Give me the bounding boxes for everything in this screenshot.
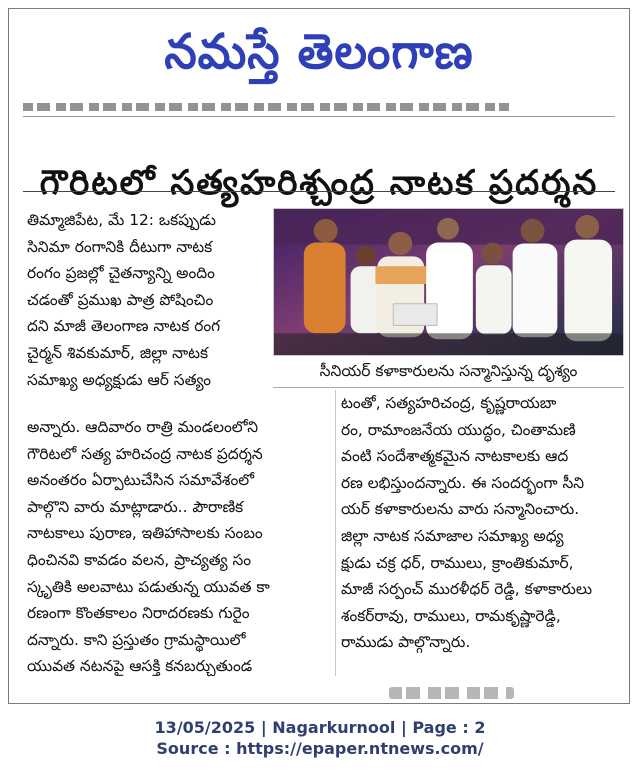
article-line: యర్ కళాకారులను వారు సన్మానించారు. <box>341 500 580 519</box>
article-left-bottom-column <box>27 414 332 680</box>
article-line: రం, రామాంజనేయ యుద్ధం, చింతామణి <box>341 420 576 439</box>
article-line: తిమ్మాజిపేట, మే 12: ఒకప్పుడు <box>27 211 216 229</box>
article-left-top-column <box>27 207 265 393</box>
stage-floor <box>274 333 623 355</box>
article-line: రణ లభిస్తుందన్నారు. ఈ సందర్భంగా సీని <box>341 473 585 492</box>
caption-divider <box>273 387 624 388</box>
article-line: ధించినవి కావడం వలన, ప్రాచ్యత్య సం <box>27 550 252 569</box>
masthead-title: నమస్తే తెలంగాణ <box>164 22 474 80</box>
article-line: నాటకాలు పురాణ, ఇతిహాసాలకు సంబం <box>27 524 263 543</box>
article-line: వంటి సందేశాత్మకమైన నాటకాలకు ఆద <box>341 447 569 466</box>
article-line: సినిమా రంగానికి దీటుగా నాటక <box>27 237 213 256</box>
newspaper-clipping <box>8 8 630 704</box>
article-line: క్షుడు చక్ర ధర్, రాములు, క్రాంతికుమార్, <box>341 553 574 572</box>
article-line: రాముడు పాల్గొన్నారు. <box>341 633 471 652</box>
article-line: స్కృతికి అలవాటు పడుతున్న యువత కా <box>27 577 270 596</box>
article-line: అనంతరం ఏర్పాటుచేసిన సమావేశంలో <box>27 471 255 490</box>
headline-divider <box>23 191 615 192</box>
source-link: Source : https://epaper.ntnews.com/ <box>156 739 484 758</box>
article-headline: గౌరిటలో సత్యహరిశ్చంద్ర నాటక ప్రదర్శన <box>39 162 599 203</box>
cut-text-strip <box>23 103 509 111</box>
article-line: చైర్మన్ శివకుమార్, జిల్లా నాటక <box>27 343 209 362</box>
award-ceremony-photo-svg <box>274 209 623 355</box>
article-line: రంగం ప్రజల్లో చైతన్యాన్ని అందిం <box>27 264 215 283</box>
article-right-bottom-column <box>341 390 626 656</box>
column-divider <box>335 390 336 676</box>
article-line: యువత నటనపై ఆసక్తి కనబర్చుతుండ <box>27 657 253 676</box>
article-line: రణంగా కొంతకాలం నిరాదరణకు గురైం <box>27 604 250 623</box>
article-line: చడంతో ప్రముఖ పాత్ర పోషించిం <box>27 290 214 309</box>
article-line: పాల్గొని వారు మాట్లాడారు.. పౌరాణిక <box>27 497 244 516</box>
article-line: గౌరిటలో సత్య హరిచంద్ర నాటక ప్రదర్శన <box>27 444 263 463</box>
article-line: అన్నారు. ఆదివారం రాత్రి మండలంలోని <box>27 418 259 436</box>
article-line: సమాఖ్య అధ్యక్షుడు ఆర్ సత్యం <box>27 370 212 389</box>
bottom-cut-text-strip <box>389 687 514 699</box>
article-line: మాజీ సర్పంచ్ మురళీధర్ రెడ్డి, కళాకారులు <box>341 580 593 599</box>
article-line: జిల్లా నాటక సమాజాల సమాఖ్య అధ్య <box>341 526 564 545</box>
article-line: దని మాజీ తెలంగాణ నాటక రంగ <box>27 317 221 336</box>
award-ceremony-photo <box>273 208 624 356</box>
article-line: దన్నారు. కాని ప్రస్తుతం గ్రామస్థాయిలో <box>27 630 246 649</box>
top-divider <box>23 116 615 117</box>
citation-plaque <box>393 304 437 326</box>
article-line: టంతో, సత్యహరిచంద్ర, కృష్ణరాయబా <box>341 394 557 412</box>
edition-info: 13/05/2025 | Nagarkurnool | Page : 2 <box>154 718 486 737</box>
article-line: శంకర్‌రావు, రాములు, రామకృష్ణారెడ్డి, <box>341 606 561 625</box>
photo-caption: సీనియర్ కళాకారులను సన్మానిస్తున్న దృశ్యం <box>273 358 624 384</box>
